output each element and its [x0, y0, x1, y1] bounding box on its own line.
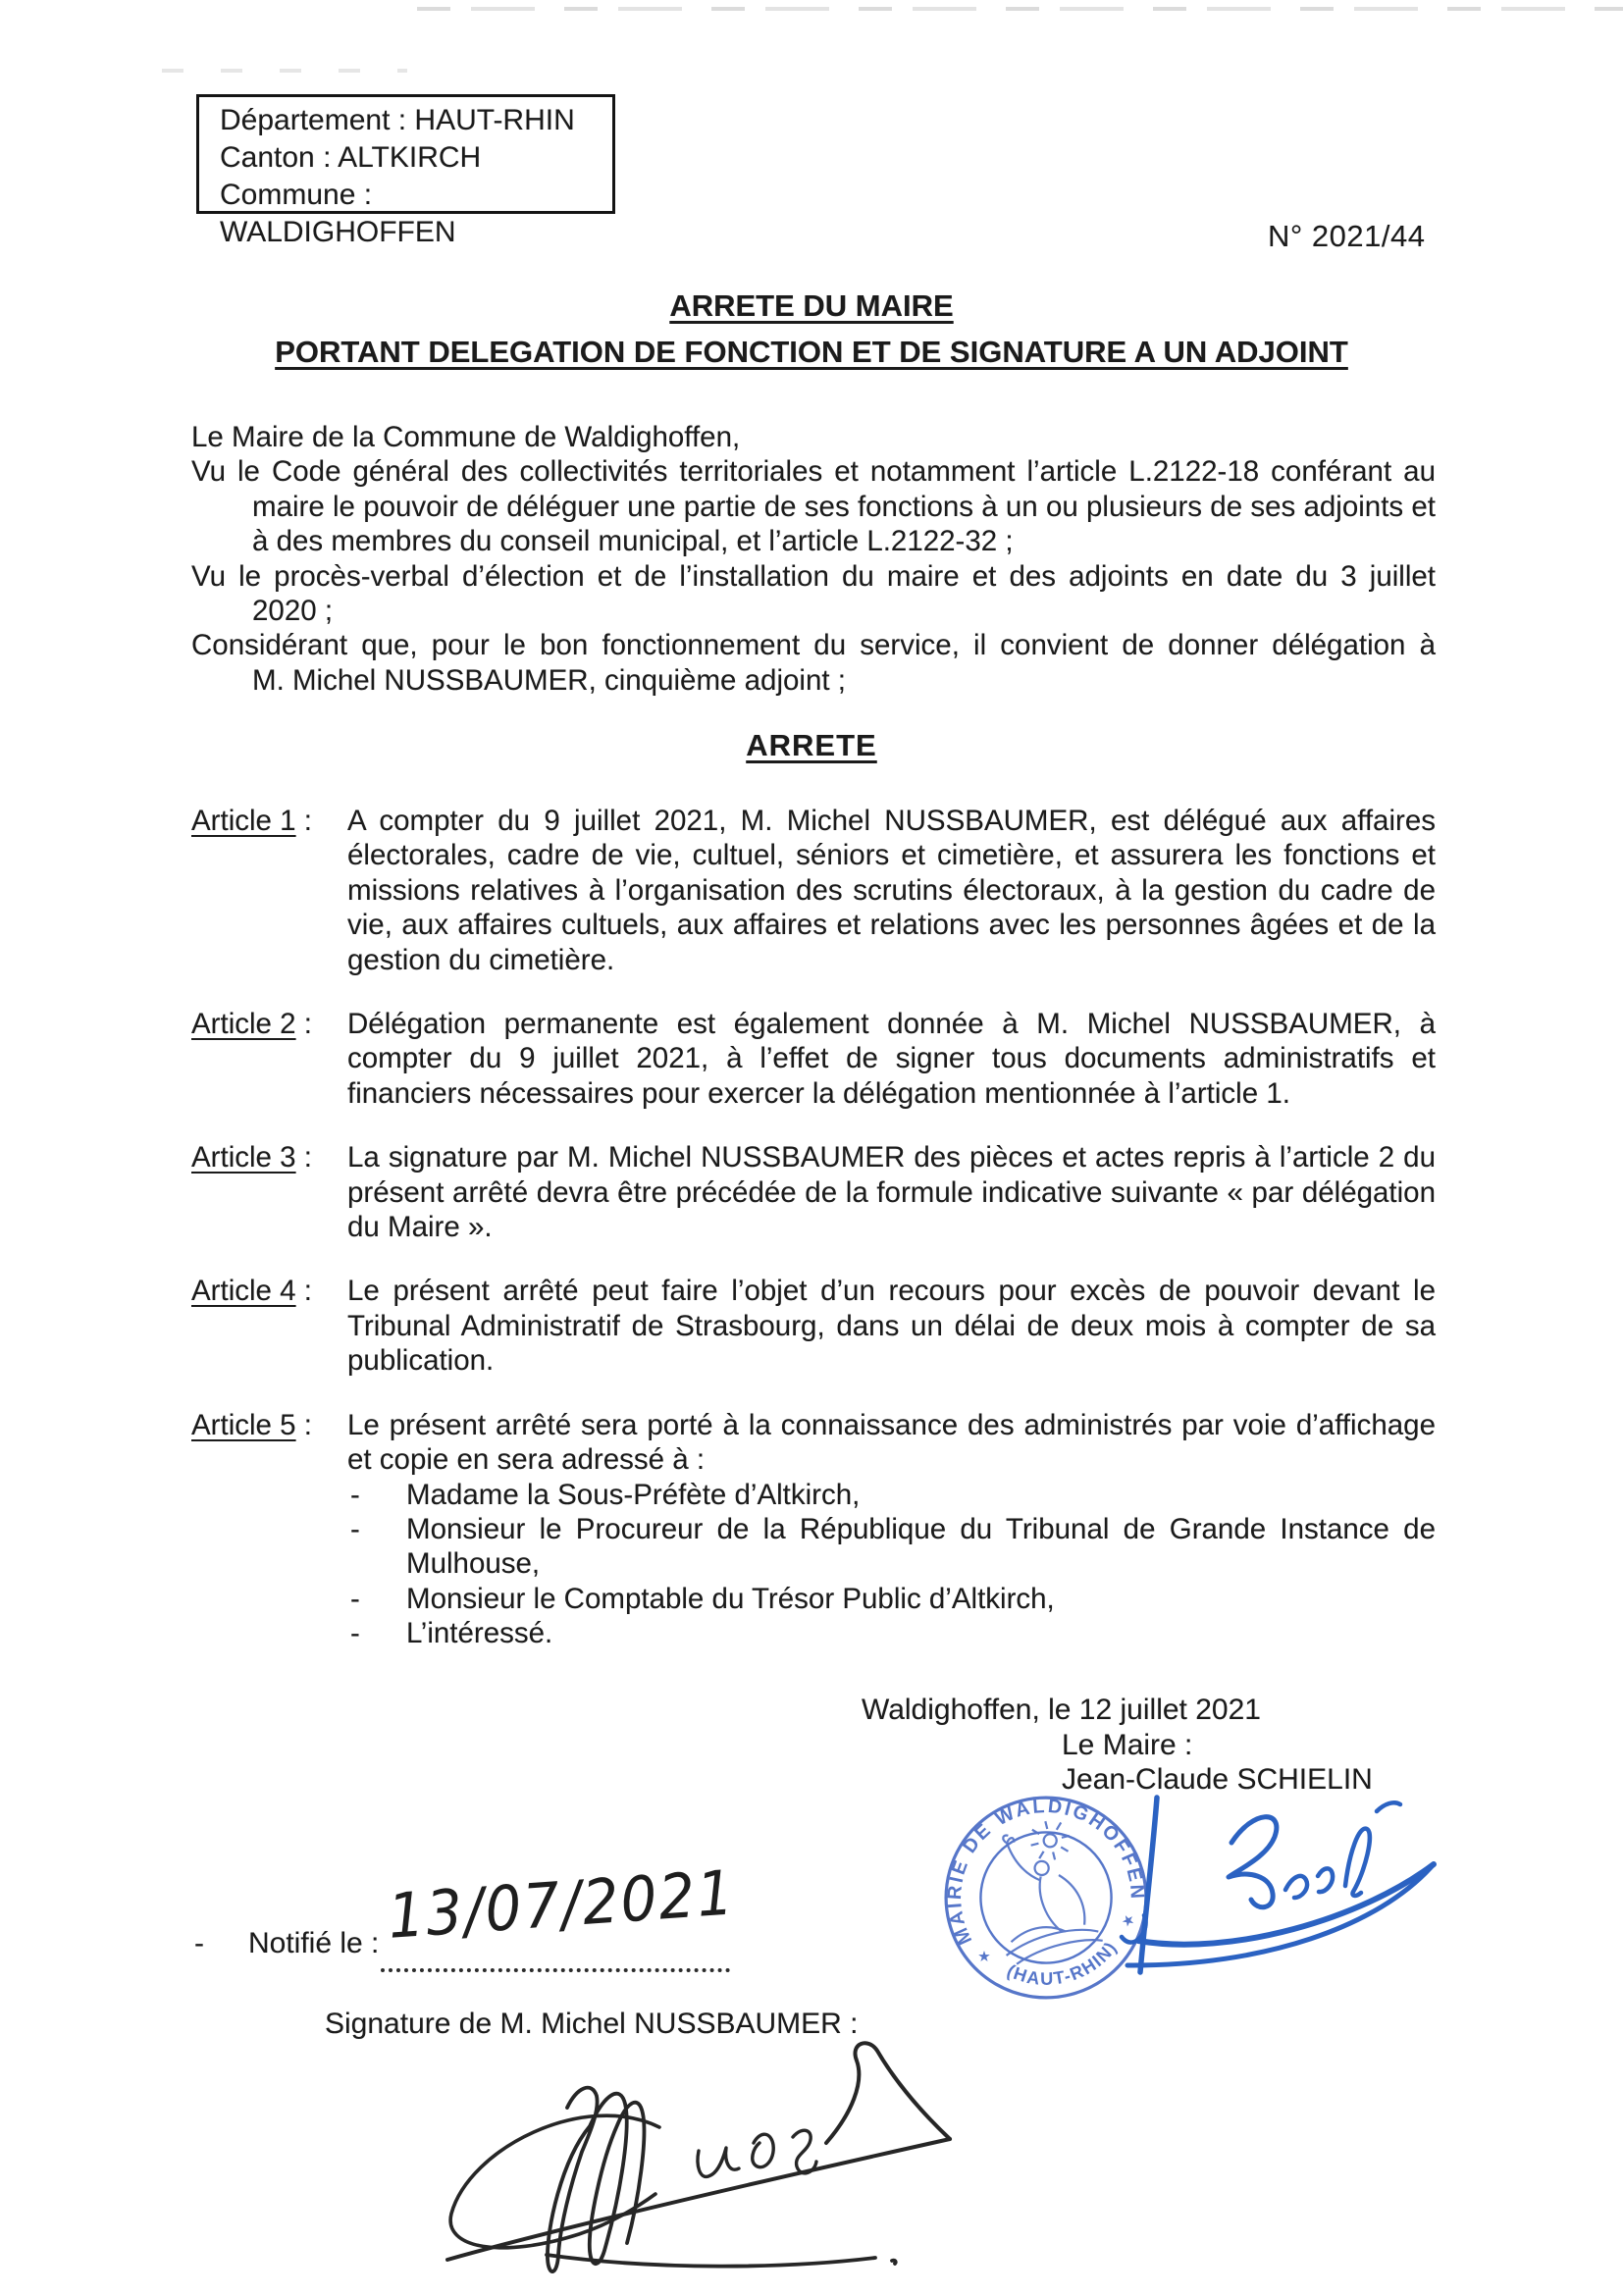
- article-2-label: Article 2 :: [191, 1008, 312, 1041]
- notified-date-handwriting: 13/07/2021: [385, 1856, 738, 1953]
- title-line-2: PORTANT DELEGATION DE FONCTION ET DE SIGNATURE A UN ADJOINT: [275, 335, 1348, 369]
- article-5: [191, 1408, 1436, 1651]
- signer-title: Le Maire :: [1062, 1729, 1193, 1761]
- arrete-heading: ARRETE: [746, 728, 877, 762]
- recipient-list-item: - Monsieur le Comptable du Trésor Public d’Altkirch,: [347, 1582, 1436, 1616]
- preamble-considerant: Considérant que, pour le bon fonctionnement du service, il convient de donner délégation à M. Michel NUSSBAUMER, cinquième adjoint ;: [191, 629, 1436, 697]
- article-2: [191, 1007, 1436, 1111]
- preamble-opening: Le Maire de la Commune de Waldighoffen,: [191, 421, 741, 453]
- countersign-label: Signature de M. Michel NUSSBAUMER :: [325, 2008, 859, 2040]
- decree-number: N° 2021/44: [1268, 219, 1426, 253]
- scan-artifact-top-line: [417, 7, 1623, 11]
- document-title: [0, 288, 1623, 370]
- header-box: [196, 94, 615, 248]
- dash-bullet: -: [350, 1478, 360, 1511]
- stamp-top-text: MAIRIE DE WALDIGHOFFEN: [943, 1795, 1149, 1949]
- article-1-label: Article 1 :: [191, 805, 312, 837]
- notified-label: Notifié le :: [248, 1927, 380, 1959]
- article-1-text: A compter du 9 juillet 2021, M. Michel NUSSBAUMER, est délégué aux affaires électorales, cadre de vie, cultuel, séniors et cimetière, et assurera les fonctions et missions relatives à l’organisation des scrutins électoraux, à la gestion du cadre de vie, aux affaires cultuels, aux affaires et relations avec les personnes âgées et de la gestion du cimetière.: [347, 805, 1436, 976]
- recipient-list-item: - Madame la Sous-Préfète d’Altkirch,: [347, 1478, 1436, 1512]
- department-line: Département : HAUT-RHIN: [220, 104, 575, 136]
- dash-bullet: -: [350, 1617, 360, 1650]
- article-4-text: Le présent arrêté peut faire l’objet d’un recours pour excès de pouvoir devant le Tribunal Administratif de Strasbourg, dans un délai de deux mois à compter de sa publication.: [347, 1275, 1436, 1378]
- place-and-date: Waldighoffen, le 12 juillet 2021: [862, 1694, 1261, 1726]
- signer-name: Jean-Claude SCHIELIN: [1062, 1763, 1373, 1796]
- article-4: [191, 1274, 1436, 1378]
- article-5-intro: Le présent arrêté sera porté à la connaissance des administrés par voie d’affichage et copie en sera adressé à :: [347, 1408, 1436, 1477]
- stamp-star-right: ★: [1117, 1909, 1139, 1932]
- article-3-text: La signature par M. Michel NUSSBAUMER des pièces et actes repris à l’article 2 du présent arrêté devra être précédée de la formule indicative suivante « par délégation du Maire ».: [347, 1141, 1436, 1244]
- article-5-text: [347, 1408, 1436, 1651]
- stamp-star-left: ★: [974, 1948, 995, 1966]
- article-3-label: Article 3 :: [191, 1141, 312, 1174]
- article-2-text: Délégation permanente est également donnée à M. Michel NUSSBAUMER, à compter du 9 juillet 2021, à l’effet de signer tous documents administratifs et financiers nécessaires pour exercer la délégation mentionnée à l’article 1.: [347, 1008, 1436, 1110]
- dash-bullet: -: [350, 1582, 360, 1615]
- article-5-label: Article 5 :: [191, 1408, 312, 1441]
- title-line-1: ARRETE DU MAIRE: [669, 288, 954, 323]
- recipient-list-item: - Monsieur le Procureur de la République du Tribunal de Grande Instance de Mulhouse,: [347, 1512, 1436, 1582]
- notified-dash: -: [194, 1927, 204, 1959]
- article-1: [191, 804, 1436, 977]
- mayor-signature-icon: [1084, 1782, 1452, 1993]
- recipient-list-item: - L’intéressé.: [347, 1616, 1436, 1650]
- preamble-vu-2: Vu le procès-verbal d’élection et de l’installation du maire et des adjoints en date du 3 juillet 2020 ;: [191, 559, 1436, 628]
- preamble: [191, 420, 1436, 698]
- canton-line: Canton : ALTKIRCH: [220, 141, 482, 174]
- article-4-label: Article 4 :: [191, 1275, 312, 1308]
- stamp-bottom-text: (HAUT-RHIN): [1004, 1937, 1122, 1989]
- article-3: [191, 1140, 1436, 1244]
- dash-bullet: -: [350, 1512, 360, 1545]
- scan-artifact-smudge: [162, 69, 407, 73]
- adjoint-signature-icon: [412, 2033, 991, 2286]
- commune-line: Commune : WALDIGHOFFEN: [220, 179, 456, 248]
- preamble-vu-1: Vu le Code général des collectivités territoriales et notamment l’article L.2122-18 conférant au maire le pouvoir de déléguer une partie de ses fonctions à un ou plusieurs de ses adjoints et à des membres du conseil municipal, et l’article L.2122-32 ;: [191, 455, 1436, 558]
- articles-section: [191, 804, 1436, 1681]
